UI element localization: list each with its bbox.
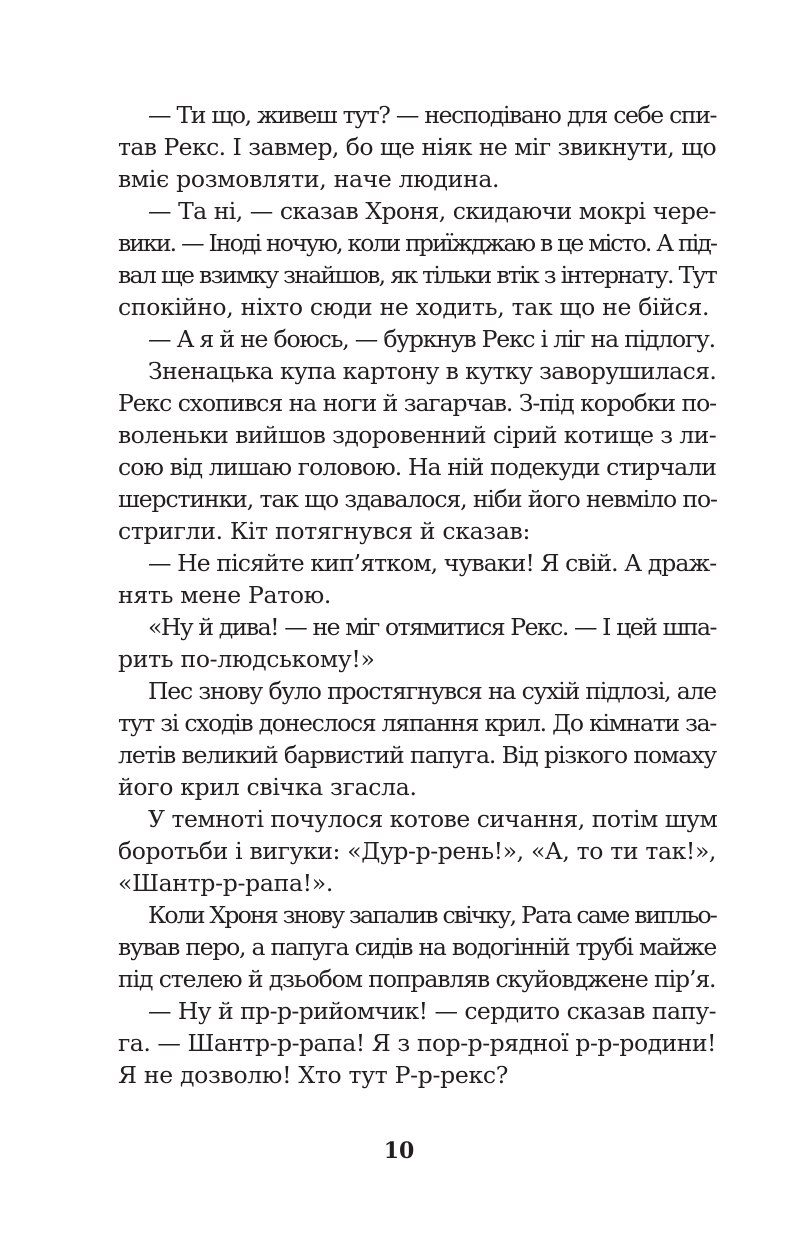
paragraph <box>118 611 716 675</box>
text-line: вики. — Іноді ночую, коли приїжджаю в це місто. А під- <box>118 229 716 257</box>
paragraph <box>118 995 716 1091</box>
text-line: летів великий барвистий папуга. Від різкого помаху <box>118 741 716 769</box>
text-line: — Ти що, живеш тут? — несподівано для себе спи- <box>148 101 716 129</box>
text-line: Зненацька купа картону в кутку заворушилася. <box>148 357 717 385</box>
body-text <box>118 99 716 1091</box>
text-line: вміє розмовляти, наче людина. <box>118 165 500 193</box>
text-line: «Ну й дива! — не міг отямитися Рекс. — І цей шпа- <box>148 613 716 641</box>
text-line: — Ну й пр-р-рийомчик! — сердито сказав папу- <box>148 997 716 1025</box>
text-line: під стелею й дзьобом поправляв скуйовджене пір’я. <box>118 965 716 993</box>
paragraph <box>118 803 716 899</box>
text-line: вал ще взимку знайшов, як тільки втік з інтернату. Тут <box>118 261 716 289</box>
page-number: 10 <box>383 1138 415 1164</box>
text-line: рить по-людському!» <box>118 645 375 673</box>
text-line: — Та ні, — сказав Хроня, скидаючи мокрі чере- <box>148 197 716 225</box>
text-line: У темноті почулося котове сичання, потім шум <box>148 805 718 833</box>
text-line: вував перо, а папуга сидів на водогінній трубі майже <box>118 933 716 961</box>
paragraph <box>118 323 716 355</box>
text-line: Я не дозволю! Хто тут Р-р-рекс? <box>118 1061 509 1089</box>
paragraph <box>118 355 716 547</box>
text-line: га. — Шантр-р-рапа! Я з пор-р-рядної р-р-родини! <box>118 1029 716 1057</box>
text-line: шерстинки, так що здавалося, ніби його невміло по- <box>118 485 717 513</box>
text-line: — А я й не боюсь, — буркнув Рекс і ліг на підлогу. <box>148 325 715 353</box>
text-line: Рекс схопився на ноги й загарчав. З-під коробки по- <box>118 389 716 417</box>
text-line: боротьби і вигуки: «Дур-р-рень!», «А, то ти так!», <box>118 837 716 865</box>
text-line: воленьки вийшов здоровенний сірий котище з ли- <box>118 421 717 449</box>
paragraph <box>118 675 716 803</box>
text-line: сою від лишаю головою. На ній подекуди стирчали <box>118 453 716 481</box>
text-line: нять мене Ратою. <box>118 581 332 609</box>
text-line: тут зі сходів донеслося ляпання крил. До кімнати за- <box>118 709 716 737</box>
text-line: «Шантр-р-рапа!». <box>118 869 334 897</box>
text-line: спокійно, ніхто сюди не ходить, так що не бійся. <box>118 293 710 321</box>
text-line: — Не пісяйте кип’ятком, чуваки! Я свій. А драж- <box>148 549 717 577</box>
text-line: Коли Хроня знову запалив свічку, Рата саме випльо- <box>148 901 716 929</box>
paragraph <box>118 195 716 323</box>
text-line: тав Рекс. І завмер, бо ще ніяк не міг звикнути, що <box>118 133 716 161</box>
text-line: стригли. Кіт потягнувся й сказав: <box>118 517 531 545</box>
paragraph <box>118 899 716 995</box>
text-line: його крил свічка згасла. <box>118 773 417 801</box>
text-line: Пес знову було простягнувся на сухій підлозі, але <box>148 677 716 705</box>
paragraph <box>118 547 716 611</box>
paragraph <box>118 99 716 195</box>
